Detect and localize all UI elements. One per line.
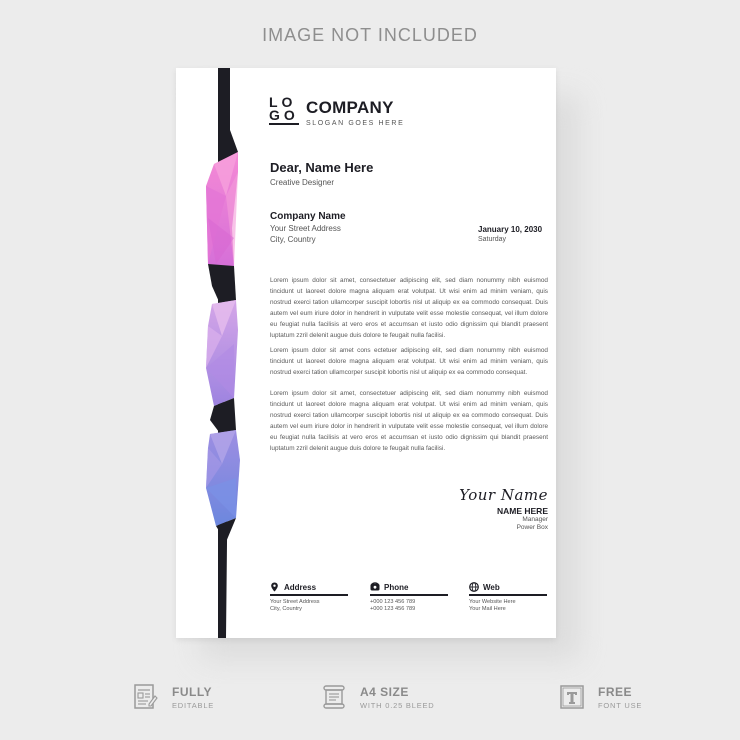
contact-divider — [270, 594, 348, 596]
feature-title: FREE — [598, 684, 633, 699]
feature-fully-editable — [134, 684, 214, 710]
recipient-address — [270, 211, 346, 245]
contact-phone-line-2: +000 123 456 789 — [370, 606, 416, 612]
contact-phone — [370, 582, 450, 614]
contact-web-line-2: Your Mail Here — [469, 606, 506, 612]
contact-label-phone: Phone — [384, 582, 409, 592]
contact-address-line-1: Your Street Address — [270, 598, 320, 605]
recipient-role: Creative Designer — [270, 178, 335, 187]
recipient-greeting: Dear, Name Here — [270, 160, 374, 175]
feature-title: A4 SIZE — [360, 684, 409, 699]
feature-title: FULLY — [172, 684, 213, 699]
body-paragraph-1: Lorem ipsum dolor sit amet, consectetuer adipiscing elit, sed diam nonummy nibh euismod tincidunt ut laoreet dolore magna aliquam erat volutpat. Ut wisi enim ad minim veniam, quis nostrud exerci tation ullamcorper suscipit lobortis nisl ut aliquip ex ea commodo consequat. Duis autem vel eum iriure dolor in hendrerit in vulputate velit esse molestie consequat, vel illum dolore eu feugiat nulla facilisis at vero eros et accumsan et iusto odio dignissim qui blandit praesent luptatum zzril delenit augue duis dolore te feugait nulla facilisi. — [270, 277, 548, 339]
company-name: COMPANY — [306, 98, 394, 117]
body-paragraph-2: Lorem ipsum dolor sit amet cons ectetuer adipiscing elit, sed diam nonummy nibh euismod tincidunt ut laoreet dolore magna aliquam erat volutpat. Ut wisi enim ad minim veniam, quis nostrud exerci tation ullamcorper suscipit lobortis nisl ut aliquip ex ea commodo consequat. — [270, 347, 548, 376]
signer-title: Manager — [522, 516, 548, 523]
logo-line-1: LO — [269, 94, 297, 110]
location-pin-icon — [270, 582, 280, 592]
body-paragraph-3: Lorem ipsum dolor sit amet, consectetuer adipiscing elit, sed diam nonummy nibh euismod tincidunt ut laoreet dolore magna aliquam erat volutpat. Ut wisi enim ad minim veniam, quis nostrud exerci tation ullamcorper suscipit lobortis nisl ut aliquip ex ea commodo consequat. Duis autem vel eum iriure dolor in hendrerit in vulputate velit esse molestie consequat, vel illum dolore eu feugiat nulla facilisis at vero eros et accumsan et iusto odio dignissim qui blandit praesent luptatum zzril delenit augue duis dolore te feugait nulla facilisi. — [270, 390, 548, 452]
letterhead-sheet — [176, 68, 556, 638]
signature-block — [459, 486, 548, 532]
scroll-icon — [322, 684, 346, 710]
letter-day: Saturday — [478, 236, 507, 243]
feature-subtitle: EDITABLE — [172, 700, 215, 710]
company-title-block — [306, 98, 404, 127]
address-city: City, Country — [270, 235, 316, 244]
feature-subtitle: FONT USE — [598, 700, 643, 710]
globe-icon — [469, 582, 479, 592]
company-slogan: SLOGAN GOES HERE — [306, 120, 405, 127]
address-company-name: Company Name — [270, 211, 346, 222]
contact-web — [469, 582, 549, 614]
contact-label-address: Address — [284, 582, 317, 592]
contact-web-line-1: Your Website Here — [469, 598, 516, 605]
feature-free-font — [560, 684, 642, 710]
contact-address — [270, 582, 350, 614]
feature-subtitle: WITH 0.25 BLEED — [360, 700, 435, 710]
logo-mark — [269, 96, 299, 125]
letter-date: January 10, 2030 — [478, 225, 543, 234]
decorative-ribbon — [176, 68, 256, 638]
signer-name: NAME HERE — [496, 506, 548, 516]
editable-doc-icon — [134, 684, 158, 710]
signature-script: Your Name — [459, 486, 548, 504]
contact-phone-line-1: +000 123 456 789 — [370, 598, 416, 605]
date-block — [478, 225, 548, 245]
contact-divider — [370, 594, 448, 596]
phone-icon — [370, 582, 380, 592]
feature-a4-size — [322, 684, 435, 710]
logo-line-2: GO — [269, 107, 299, 123]
image-not-included-banner: IMAGE NOT INCLUDED — [262, 25, 478, 45]
signer-company: Power Box — [516, 524, 548, 531]
font-icon — [560, 684, 584, 710]
contact-divider — [469, 594, 547, 596]
contact-label-web: Web — [483, 582, 500, 592]
contact-address-line-2: City, Country — [270, 606, 302, 612]
address-street: Your Street Address — [270, 224, 341, 233]
